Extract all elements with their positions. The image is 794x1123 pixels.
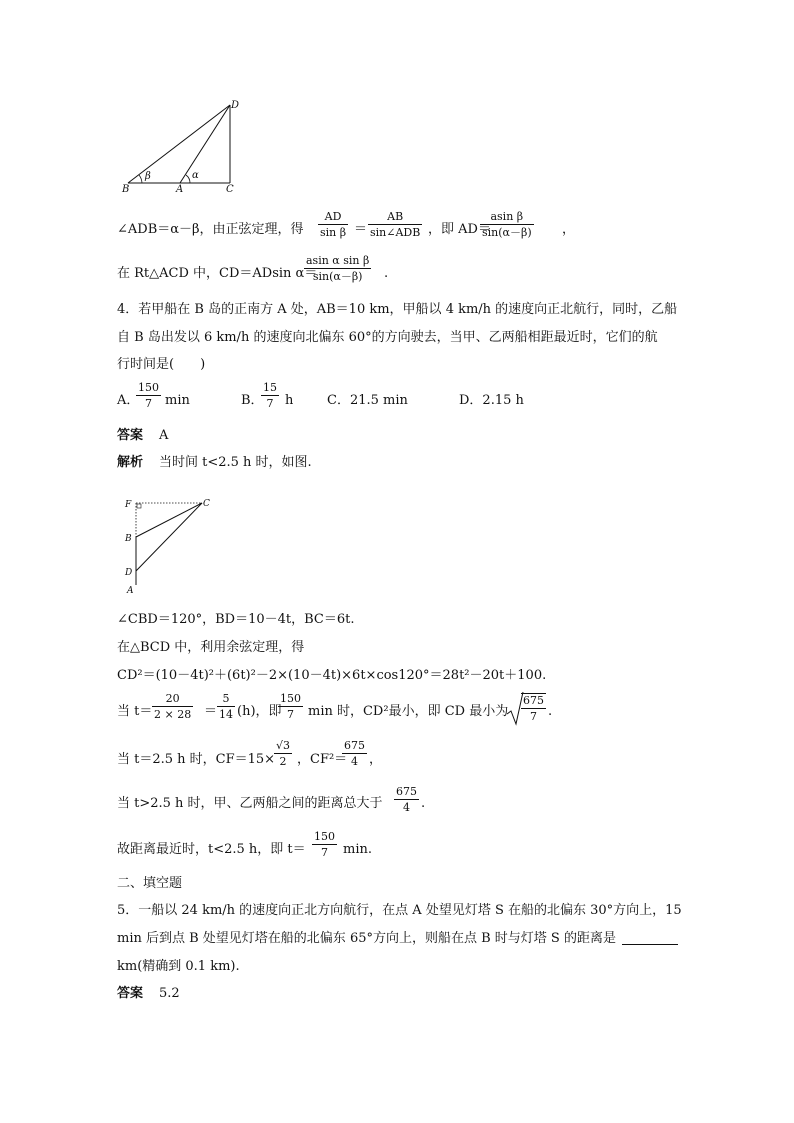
sol-l5-a: 当 t＝2.5 h 时，CF＝15× [117, 752, 276, 767]
frac-den: 4 [342, 753, 367, 767]
text-end: . [384, 266, 389, 281]
frac-den: 7 [278, 706, 303, 720]
triangle-figure-1 [116, 96, 252, 196]
sol-l6-b: . [421, 796, 426, 811]
fraction-ad-sinbeta [318, 211, 348, 238]
fraction-ab-sinadb [368, 211, 422, 238]
sol-l4-d: min 时，CD²最小，即 CD 最小为 [308, 704, 509, 719]
option-a-label: A． [117, 393, 140, 408]
q4-line2: 自 B 岛出发以 6 km/h 的速度向北偏东 60°的方向驶去，当甲、乙两船相距最近时，它们的航 [117, 330, 658, 345]
label-D: D [231, 100, 240, 111]
label-alpha: α [192, 170, 199, 181]
answer-label: 答案 [117, 986, 144, 1001]
frac-den: 7 [521, 708, 546, 722]
label-beta: β [145, 171, 151, 182]
text-mid: ，即 AD＝ [428, 222, 491, 237]
frac-den: sin(α－β) [482, 226, 532, 239]
sol-line1: ∠CBD＝120°，BD＝10－4t，BC＝6t. [117, 612, 355, 627]
sol-line3: CD²＝(10－4t)²＋(6t)²－2×(10－4t)×6t×cos120°＝28t²－20t＋100. [117, 668, 547, 683]
q4-line1: 4．若甲船在 B 岛的正南方 A 处，AB＝10 km，甲船以 4 km/h 的速度向正北航行，同时，乙船 [117, 302, 678, 317]
label-F: F [125, 500, 132, 510]
option-b-unit: h [285, 393, 294, 408]
frac-num: 20 [165, 692, 180, 705]
text-eq: ＝ [354, 222, 368, 237]
frac-num: asin α sin β [306, 254, 370, 267]
fraction-cd [304, 255, 371, 282]
sol-l5-b: ，CF²＝ [297, 752, 348, 767]
q5-line2: min 后到点 B 处望见灯塔在船的北偏东 65°方向上，则船在点 B 时与灯塔 S 的距离是 [117, 931, 616, 946]
label-B: B [125, 534, 132, 544]
text-rt-acd: 在 Rt△ACD 中，CD＝ADsin α＝ [117, 266, 318, 281]
angle-beta-arc [139, 175, 142, 183]
label-C: C [226, 184, 234, 195]
analysis-label: 解析 [117, 455, 144, 470]
sol-l4-frac1 [152, 693, 193, 720]
sol-l6-frac [394, 786, 419, 813]
sol-l4-frac2 [217, 693, 235, 720]
frac-den: 4 [394, 799, 419, 813]
line-BC [136, 503, 202, 537]
sol-l7-b: min. [343, 842, 372, 857]
option-d: D．2.15 h [459, 393, 524, 408]
frac-num: 150 [314, 830, 335, 843]
label-D: D [125, 568, 133, 578]
sol-l7-a: 故距离最近时，t<2.5 h，即 t＝ [117, 842, 306, 857]
frac-den: 2 [274, 753, 292, 767]
frac-den: 7 [136, 395, 161, 409]
frac-num: AD [324, 210, 342, 223]
section-title: 二、填空题 [117, 876, 183, 891]
frac-den: 2 × 28 [154, 708, 192, 721]
sol-l4-e: . [548, 704, 553, 719]
triangle-figure-2 [118, 493, 218, 597]
q5-answer-blank [622, 944, 678, 945]
frac-den: 14 [219, 708, 233, 721]
answer-value: 5.2 [159, 986, 180, 1001]
sol-l5-frac2 [342, 740, 367, 767]
sol-l4-c: (h)，即 [237, 704, 282, 719]
sol-l7-frac [312, 831, 337, 858]
answer-value: A [159, 428, 169, 443]
answer-label: 答案 [117, 428, 144, 443]
text-adb: ∠ADB＝α－β，由正弦定理，得 [117, 222, 304, 237]
frac-num: asin β [490, 210, 524, 223]
sol-l6-a: 当 t>2.5 h 时，甲、乙两船之间的距离总大于 [117, 796, 383, 811]
angle-alpha-arc [186, 175, 190, 183]
sol-l4-frac3 [278, 693, 303, 720]
frac-num: 15 [263, 381, 277, 394]
sol-line2: 在△BCD 中，利用余弦定理，得 [117, 640, 305, 655]
sol-l4-b: ＝ [204, 704, 218, 719]
label-A: A [127, 586, 134, 596]
line-AD [180, 105, 230, 183]
frac-num: 150 [138, 381, 159, 394]
label-B: B [122, 184, 130, 195]
frac-den: 7 [312, 844, 337, 858]
fraction-ad-result [480, 211, 534, 238]
q4-line3: 行时间是( ) [117, 357, 206, 372]
text-end: ， [562, 222, 576, 237]
frac-num: 675 [523, 694, 544, 707]
frac-num: 5 [222, 692, 230, 705]
frac-num: 150 [280, 692, 301, 705]
frac-num: AB [387, 210, 404, 223]
frac-num: 675 [396, 785, 417, 798]
frac-den: 7 [261, 395, 279, 409]
option-a-unit: min [165, 393, 190, 408]
frac-den: sin∠ADB [370, 226, 421, 239]
sol-l4-a: 当 t＝ [117, 704, 153, 719]
frac-den: sin β [320, 226, 347, 239]
line-BD [128, 105, 230, 183]
line-DC [136, 503, 202, 571]
sol-l5-frac1 [274, 740, 292, 767]
sol-l4-frac4 [521, 693, 546, 722]
sol-l5-c: ， [369, 752, 383, 767]
q5-line3: km(精确到 0.1 km). [117, 959, 240, 974]
label-C: C [203, 499, 210, 509]
option-b-label: B． [241, 393, 264, 408]
option-c: C．21.5 min [327, 393, 408, 408]
analysis-text: 当时间 t<2.5 h 时，如图. [159, 455, 312, 470]
frac-den: sin(α－β) [304, 268, 371, 282]
frac-num: 675 [344, 739, 365, 752]
frac-num: √3 [276, 739, 291, 752]
option-b-fraction [261, 382, 279, 409]
option-a-fraction [136, 382, 161, 409]
right-angle-mark [137, 504, 141, 508]
label-A: A [176, 184, 184, 195]
q5-line1: 5．一船以 24 km/h 的速度向正北方向航行，在点 A 处望见灯塔 S 在船的北偏东 30°方向上，15 [117, 903, 682, 918]
